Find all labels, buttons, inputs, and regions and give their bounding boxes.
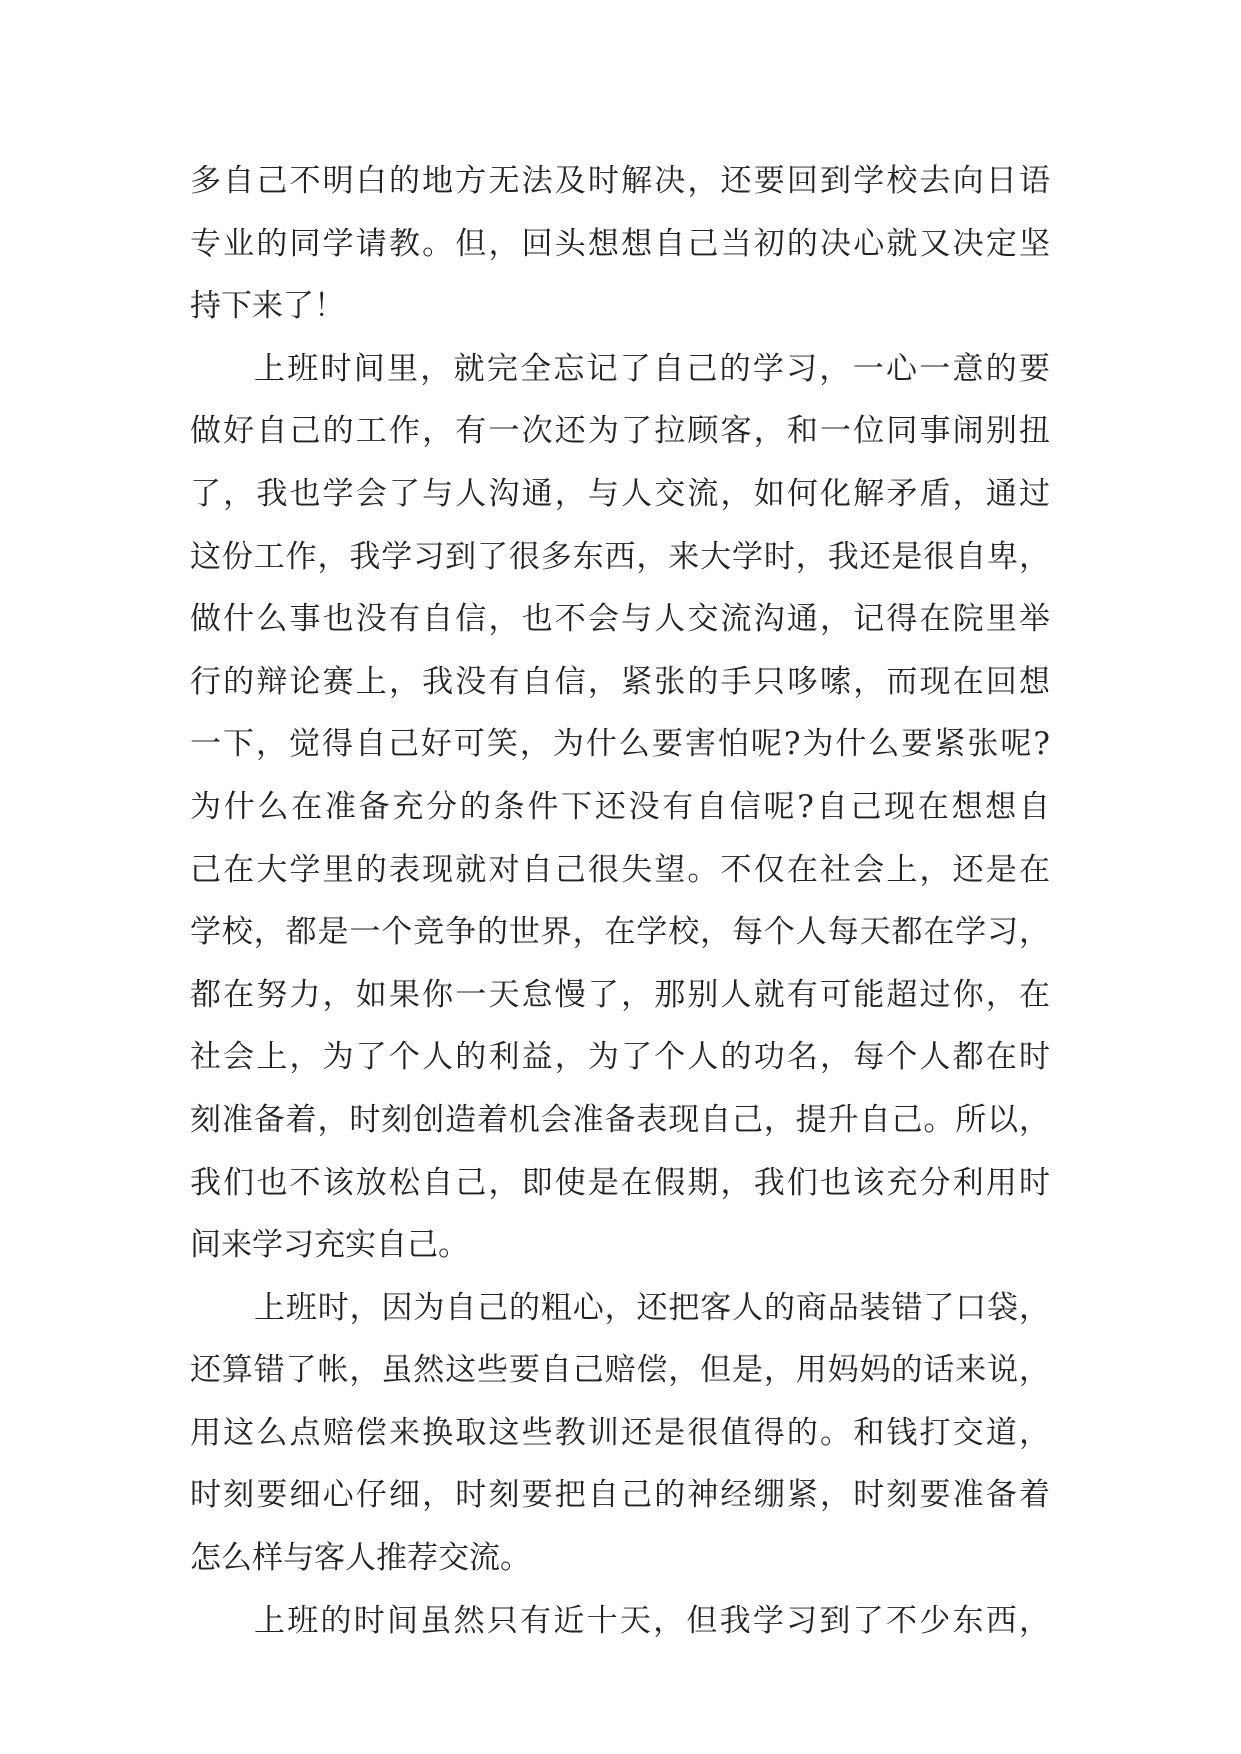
- text-line: 用这么点赔偿来换取这些教训还是很值得的。和钱打交道，: [190, 1414, 1050, 1451]
- text-line: 上班的时间虽然只有近十天，但我学习到了不少东西，: [254, 1602, 1050, 1639]
- text-line: 上班时，因为自己的粗心，还把客人的商品装错了口袋，: [254, 1289, 1050, 1326]
- text-line: 刻准备着，时刻创造着机会准备表现自己，提升自己。所以，: [190, 1101, 1050, 1138]
- text-line: 怎么样与客人推荐交流。: [190, 1540, 531, 1577]
- text-line: 了，我也学会了与人沟通，与人交流，如何化解矛盾，通过: [190, 475, 1050, 512]
- text-line: 学校，都是一个竞争的世界，在学校，每个人每天都在学习，: [190, 914, 1050, 951]
- text-line: 时刻要细心仔细，时刻要把自己的神经绷紧，时刻要准备着: [190, 1477, 1050, 1514]
- text-line: 多自己不明白的地方无法及时解决，还要回到学校去向日语: [190, 163, 1050, 199]
- text-line: 专业的同学请教。但，回头想想自己当初的决心就又决定坚: [190, 225, 1050, 262]
- text-line: 为什么在准备充分的条件下还没有自信呢?自己现在想想自: [190, 788, 1050, 825]
- text-line: 我们也不该放松自己，即使是在假期，我们也该充分利用时: [190, 1164, 1050, 1201]
- text-line: 间来学习充实自己。: [190, 1227, 469, 1264]
- text-line: 一下，觉得自己好可笑，为什么要害怕呢?为什么要紧张呢?: [190, 726, 1050, 763]
- text-line: 还算错了帐，虽然这些要自己赔偿，但是，用妈妈的话来说，: [190, 1352, 1050, 1389]
- text-line: 社会上，为了个人的利益，为了个人的功名，每个人都在时: [190, 1039, 1050, 1076]
- text-line: 上班时间里，就完全忘记了自己的学习，一心一意的要: [254, 350, 1050, 387]
- text-line: 己在大学里的表现就对自己很失望。不仅在社会上，还是在: [190, 851, 1050, 888]
- text-line: 持下来了！: [190, 288, 345, 325]
- text-line: 都在努力，如果你一天怠慢了，那别人就有可能超过你，在: [190, 976, 1050, 1013]
- text-line: 这份工作，我学习到了很多东西，来大学时，我还是很自卑，: [190, 538, 1050, 575]
- text-line: 做好自己的工作，有一次还为了拉顾客，和一位同事闹别扭: [190, 413, 1050, 450]
- text-line: 行的辩论赛上，我没有自信，紧张的手只哆嗦，而现在回想: [190, 663, 1050, 700]
- text-line: 做什么事也没有自信，也不会与人交流沟通，记得在院里举: [190, 601, 1050, 638]
- body-text: [190, 150, 1050, 1652]
